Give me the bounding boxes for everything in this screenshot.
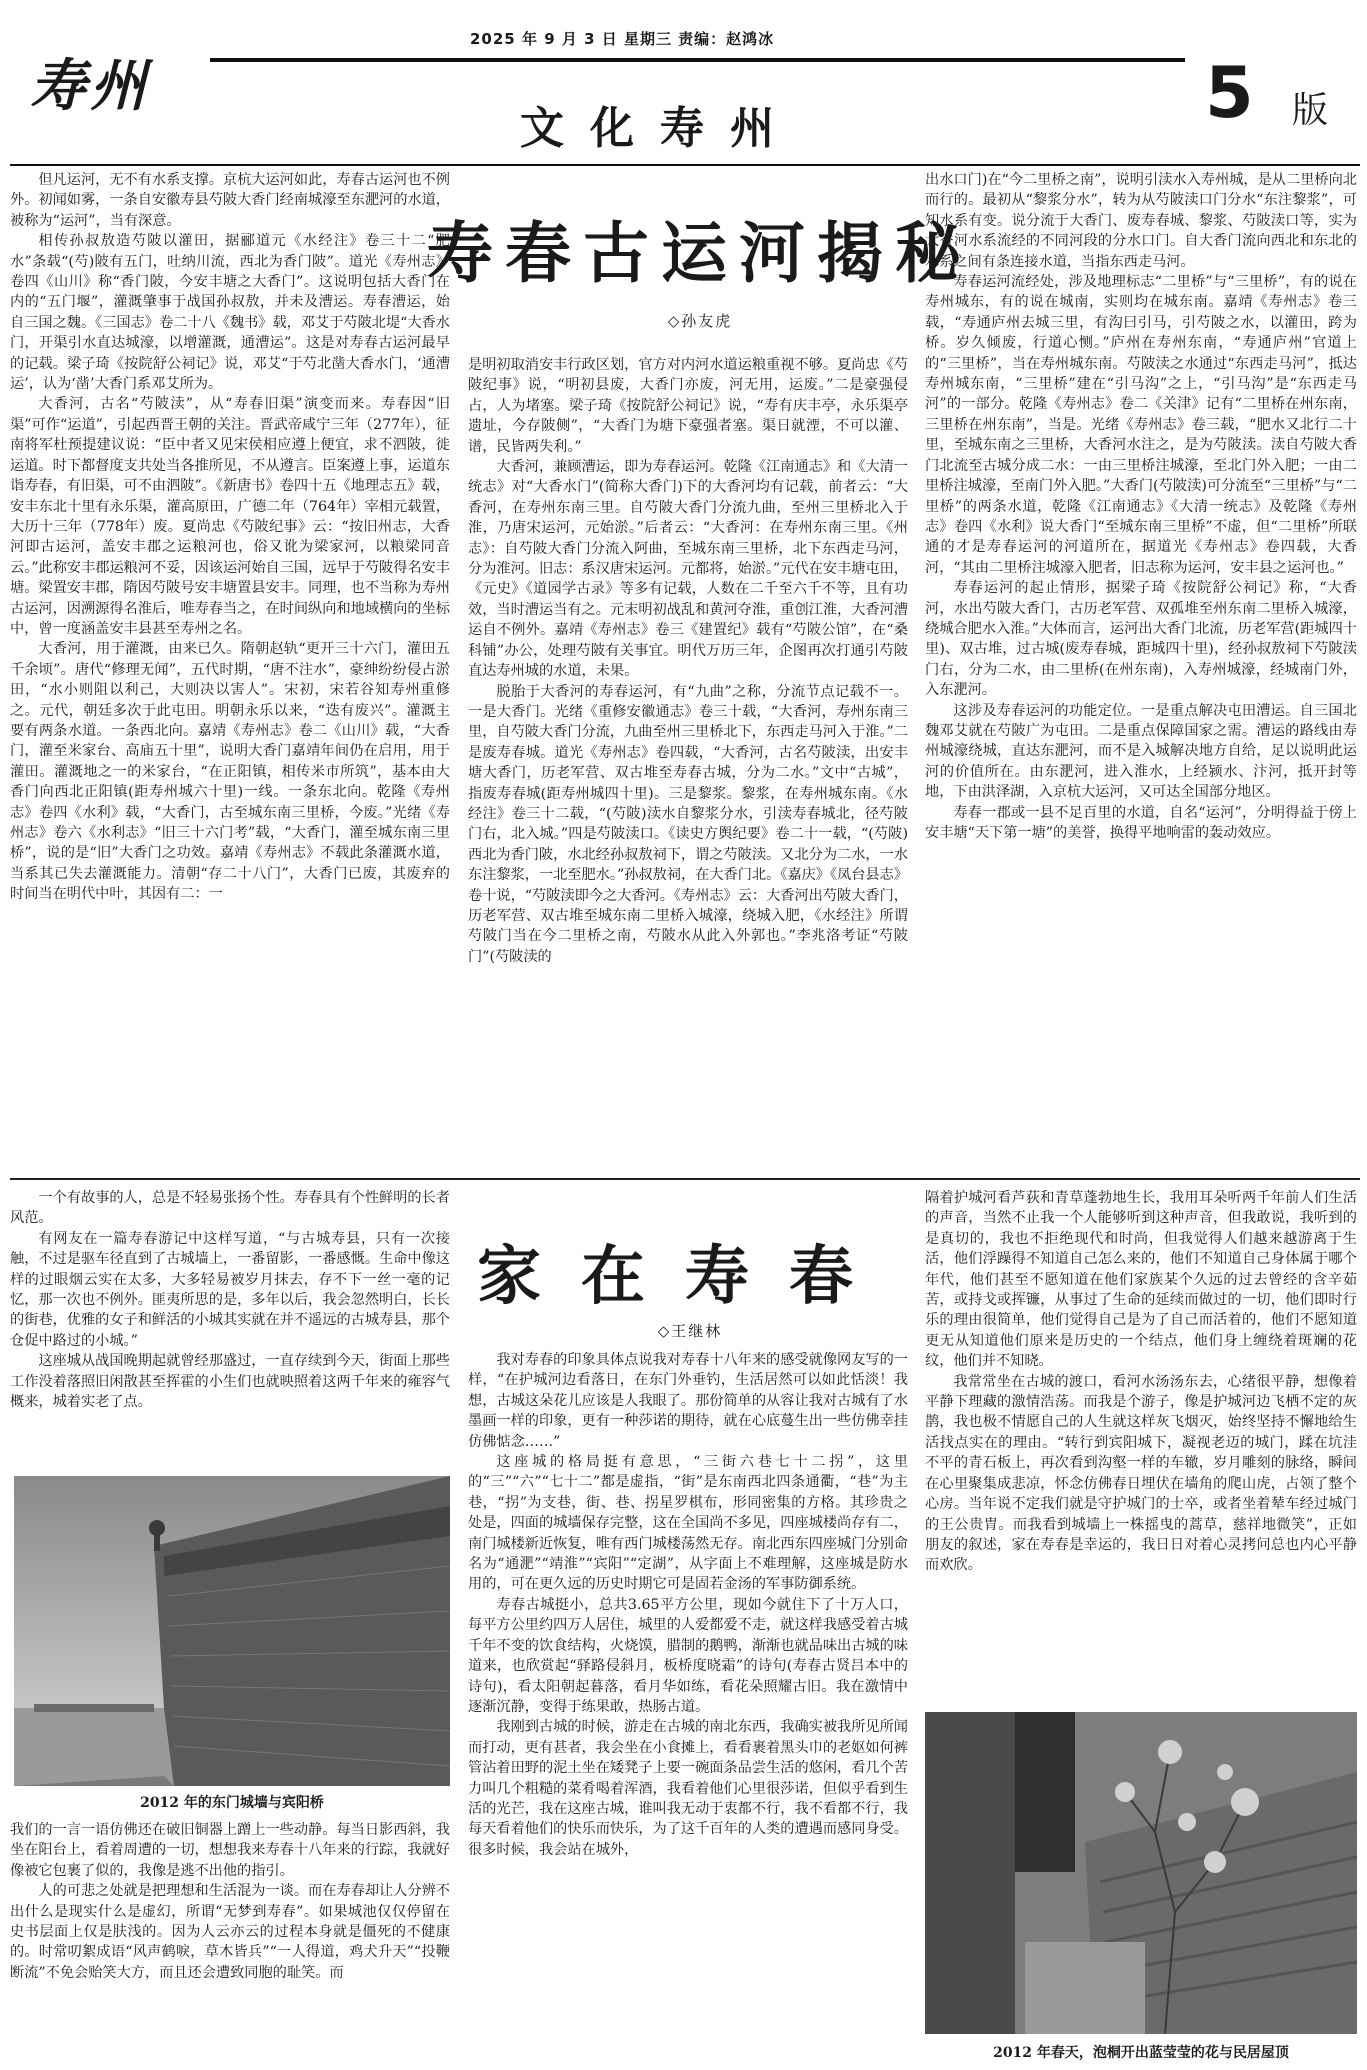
article1-byline: ◇孙友虎 xyxy=(667,312,733,330)
article1-column-1 xyxy=(10,170,450,1170)
newspaper-logo: 寿州 xyxy=(30,53,150,119)
article1-column-2 xyxy=(468,355,908,1170)
article-divider xyxy=(10,1178,1360,1180)
article2-column-1-top xyxy=(10,1188,450,1468)
paragraph: 我刚到古城的时候，游走在古城的南北东西，我确实被我所见所闻而打动，更有甚者，我会坐在小食摊上，看看裹着黑头巾的老妪如何裤管沾着田野的泥土坐在矮凳子上要一碗面条品尝生活的悠闲，看几个苦力叫几个粗糙的菜肴喝着浑酒，我看着他们心里很莎诺，但似乎看到生活的光芒，我在这座古城，谁叫我无动于衷都不行，我不看都不行，我每天看着他们的快乐而快乐，为了这千百年的人类的遭遇而感同身受。很多时候，我会站在城外， xyxy=(468,1719,908,1858)
issue-date-editor: 2025 年 9 月 3 日 星期三 责编：赵鸿冰 xyxy=(470,30,775,48)
page-number: 5 xyxy=(1205,52,1254,134)
article2-title: 家在寿春 xyxy=(477,1239,893,1314)
paragraph: 隔着护城河看芦荻和青草蓬勃地生长，我用耳朵听两千年前人们生活的声音，当然不止我一个人能够听到这种声音，但我敢说，我听到的是真切的，我也不拒绝现代和时尚，但我觉得人们越来越游离于生活，他们浮躁得不知道自己怎么来的，他们不知道自己身体属于哪个年代，他们甚至不愿知道在他们家族某个久远的过去曾经的含辛茹苦，或持戈或挥镰，从事过了生命的延续而做过的一切，他们即时行乐的理由很简单，他们觉得自己是为了自己而活着的，他们不愿知道更无从知道他们原来是历史的一个结点，他们身上缠绕着斑斓的花纹，他们并不知晓。 xyxy=(925,1190,1357,1370)
paragraph: 大香河，兼顾漕运，即为寿春运河。乾隆《江南通志》和《大清一统志》对“大香水门”(简称大香门)下的大香河均有记载，前者云：“大香河，在寿州东南三里。自芍陂大香门分流九曲，至州三里桥北入于淮，乃唐宋运河，元始淤。”后者云：“大香河：在寿州东南三里。《州志》：自芍陂大香门分流入阿曲，至城东南三里桥，北下东西走马河，分为淮河。旧志：系汉唐宋运河。元都将，始淤。”元代在安丰塘屯田，《元史》《道园学古录》等多有记载，人数在二千至六千不等，且有功效，当时漕运当有之。元末明初战乱和黄河夺淮，重创江淮，大香河漕运自不例外。嘉靖《寿州志》卷三《建置纪》载有“芍陂公馆”，在“桑科铺”办公，处理芍陂有关事宜。明代万历三年，企图再次打通引芍陂直达寿州城的水道，未果。 xyxy=(468,459,908,680)
paragraph: 大香河，用于灌溉，由来已久。隋朝赵轨“更开三十六门，灌田五千余顷”。唐代“修理无闻”，五代时期，“唐不注水”，豪绅纷纷侵占淤田，“水小则阻以利己，大则决以害人”。宋初，宋若谷知寿州重修之。元代，朝廷多次于此屯田。明朝永乐以来，“迭有废兴”。灌溉主要有两条水道。一条西北向。嘉靖《寿州志》卷二《山川》载，“大香门，灌至米家台、高庙五十里”，说明大香门嘉靖年间仍在启用，用于灌田。灌溉地之一的米家台，“在正阳镇，相传米市所筑”，基本由大香门向西北正阳镇(距寿州城六十里)一线。一条东北向。乾隆《寿州志》卷四《水利》载，“大香门，古至城东南三里桥，今废。”光绪《寿州志》卷六《水利志》“旧三十六门考”载，“大香门，灌至城东南三里桥”，说的是“旧”大香门之功效。嘉靖《寿州志》不载此条灌溉水道，当系其已失去灌溉能力。清朝“存二十八门”，大香门已废，其废弃的时间当在明代中叶，其因有二：一 xyxy=(10,641,450,903)
article2-column-1-bottom xyxy=(10,1820,450,2065)
paragraph: 寿春一郡或一县不足百里的水道，自名“运河”，分明得益于傍上安丰塘“天下第一塘”的美誉，换得平地响雷的轰动效应。 xyxy=(925,804,1357,841)
paragraph: 寿春运河的起止情形，据梁子琦《按院舒公祠记》称，“大香河，水出芍陂大香门，古历老军营、双孤堆至州东南二里桥入城濠，绕城合肥水入淮。”大体而言，运河出大香门北流，历老军营(距城四十里)、双古堆，过古城(废寿春城，距城四十里)，经孙叔敖祠下芍陂渎门右，分为二水，由二里桥(在州东南)，入寿州城濠，经城南门外，入东淝河。 xyxy=(925,580,1357,699)
photo1-caption: 2012 年的东门城墙与宾阳桥 xyxy=(140,1795,324,1811)
paragraph: 人的可悲之处就是把理想和生活混为一谈。而在寿春却让人分辨不出什么是现实什么是虚幻，所谓“无梦到寿春”。如果城池仅仅停留在史书层面上仅是肤浅的。因为人云亦云的过程本身就是僵死的不健康的。时常叨絮成语“风声鹤唳，草木皆兵”“一人得道，鸡犬升天”“投鞭断流”不免会贻笑大方，而且还会遭致同胞的耻笑。而 xyxy=(10,1883,450,1981)
paragraph: 一个有故事的人，总是不轻易张扬个性。寿春具有个性鲜明的长者风范。 xyxy=(10,1190,450,1227)
paragraph: 寿春运河流经处，涉及地理标志“二里桥”与“三里桥”，有的说在寿州城东，有的说在城南，实则均在城东南。嘉靖《寿州志》卷三载，“寿通庐州去城三里，有沟曰引马，引芍陂之水，以灌田，跨为桥。岁久倾废，行道心恻。”庐州在寿州东南，“寿通庐州”官道上的“三里桥”，当在寿州城东南。芍陂渎之水通过“东西走马河”，抵达寿州城东南，“三里桥”建在“引马沟”之上，“引马沟”是“东西走马河”的一部分。乾隆《寿州志》卷二《关津》记有“二里桥在州东南，三里桥在州东南”，当是。光绪《寿州志》卷三载，“肥水又北行二十里，至城东南之三里桥，大香河水注之，是为芍陂渎。渎自芍陂大香门北流至古城分成二水：一由三里桥注城濠，至北门外入肥；一由二里桥注城濠，至南门外入肥。”大香门(芍陂渎)可分流至“三里桥”与“二里桥”的两条水道，乾隆《江南通志》《大清一统志》及乾隆《寿州志》卷四《水利》说大香门“至城东南三里桥”不虚，但“二里桥”所联通的才是寿春运河的河道所在，据道光《寿州志》卷四载，大香河，“其由二里桥注城濠入肥者，旧志称为运河，安丰县之运河也。” xyxy=(925,274,1357,576)
paragraph: 这座城从战国晚期起就曾经那盛过，一直存续到今天，街面上那些工作没着落照旧闲散甚至挥霍的小生们也就映照着这两千年来的雍容气概来，城着实老了点。 xyxy=(10,1353,450,1411)
city-wall-photo xyxy=(14,1476,450,1786)
photo2-caption: 2012 年春天，泡桐开出蓝莹莹的花与民居屋顶 xyxy=(993,2045,1289,2061)
section-title: 文化寿州 xyxy=(520,103,800,154)
paragraph: 相传孙叔敖造芍陂以灌田，据郦道元《水经注》卷三十二“肥水”条载“(芍)陂有五门，吐纳川流，西北为香门陂”。道光《寿州志》卷四《山川》称“香门陂，今安丰塘之大香门”。这说明包括大香门在内的“五门堰”，灌溉肇事于战国孙叔敖，并未及漕运。寿春漕运，始自三国之魏。《三国志》卷二十八《魏书》载，邓艾于芍陂北堤“大香水门，开渠引水直达城濠，以增灌溉，通漕运”。这是对寿春古运河最早的记载。梁子琦《按院舒公祠记》说，邓艾“于芍北凿大香水门，‘通漕运’，认为‘凿’大香门系邓艾所为。 xyxy=(10,233,450,393)
paragraph: 这涉及寿春运河的功能定位。一是重点解决屯田漕运。自三国北魏邓艾就在芍陂广为屯田。二是重点保障国家之需。漕运的路线由寿州城濠绕城，直达东淝河，而不是入城解决地方自给，足以说明此运河的价值所在。由东淝河，进入淮水，上经颍水、汴河，抵开封等地，下由洪泽湖，入京杭大运河，又可达全国部分地区。 xyxy=(925,702,1357,801)
article2-column-2 xyxy=(468,1350,908,2065)
article2-byline: ◇王继林 xyxy=(657,1322,723,1340)
article1-title: 寿春古运河揭秘 xyxy=(427,214,973,292)
paragraph: 我常常坐在古城的渡口，看河水汤汤东去，心绪很平静，想像着平静下理藏的激情浩荡。而我是个游子，像是护城河边飞栖不定的灰鹊，我也极不情愿自己的人生就这样灰飞烟灭，始终坚持不懈地给生活找点实在的理由。“转行到宾阳城下，凝视老迈的城门，蹂在坑洼不平的青石板上，再次看到沟壑一样的车辙，岁月雕刻的脉络，瞬间在心里聚集成悲凉，怀念仿佛春日埋伏在墙角的爬山虎，占领了整个心房。当年说不定我们就是守护城门的士卒，或者坐着辇车经过城门的王公贵胄。而我看到城墙上一株摇曳的蒿草，慈祥地微笑”，正如朋友的叙述，家在寿春是幸运的，我日日对着心灵拷问总也内心平静而欢欣。 xyxy=(925,1373,1357,1574)
paragraph: 寿春古城挺小，总共3.65平方公里，现如今就住下了十万人口，每平方公里约四万人居住，城里的人爱都爱不走，就这样我感受着古城千年不变的饮食结构，火烧馍，腊制的鹅鸭，渐渐也就品味出古城的味道来，也欣赏起“驿路侵斜月，板桥度晓霜”的诗句(寿春古贤吕本中的诗句)，看太阳朝起暮落，看月华如练，看花朵照耀古旧。我在激情中逐渐沉静，变得于练果敢，热肠古道。 xyxy=(468,1596,908,1715)
paragraph: 大香河，古名“芍陂渎”，从“寿春旧渠”演变而来。寿春因“旧渠”可作“运道”，引起西晋王朝的关注。晋武帝咸宁三年（277年），征南将军杜预提建议说：“臣中者又见宋侯相应遵上便宜，求不泗陂，徙运道。时下都督度支共处当各推所见，不从遵言。臣案遵上事，运道东诣寿春，有旧渠，可不由泗陂”。《新唐书》卷四十五《地理志五》载，安丰东北十里有永乐渠，灌高原田，广德二年（764年）宰相元载置，大历十三年（778年）废。夏尚忠《芍陂纪事》云：“按旧州志，大香河即古运河，盖安丰郡之运粮河也，俗又讹为梁家河，以粮梁同音云。”此称安丰郡运粮河不妥，因该运河始自三国，远早于芍陂得名安丰塘。梁置安丰郡，隋因芍陂号安丰塘置县安丰。同理，也不当称为寿州古运河，因溯源得名淮后，唯寿春当之，在时间纵向和地域横向的坐标中，曾一度涵盖安丰县甚至寿州之名。 xyxy=(10,396,450,637)
paragraph: 脱胎于大香河的寿春运河，有“九曲”之称，分流节点记载不一。一是大香门。光绪《重修安徽通志》卷三十载，“大香河，寿州东南三里，自芍陂大香门分流，九曲至州三里桥北下，东西走马河入于淮。”二是废寿春城。道光《寿州志》卷四载，“大香河，古名芍陂渎，出安丰塘大香门，历老军营、双古堆至寿春古城，分为二水。”文中“古城”，指废寿春城(距寿州城四十里)。三是黎浆。黎浆，在寿州城东南。《水经注》卷三十二载，“(芍陂)渎水自黎浆分水，引渎寿春城北，径芍陂门右，北入城。”四是芍陂渎口。《读史方舆纪要》卷二十一载，“(芍陂)西北为香门陂，水北经孙叔敖祠下，谓之芍陂渎。又北分为二水，一水东注黎浆，一北至肥水。”孙叔敖祠，在大香门北。《嘉庆》《凤台县志》卷十说，“芍陂渎即今之大香河。《寿州志》云：大香河出芍陂大香门，历老军营、双古堆至城东南二里桥入城濠，绕城入肥，《水经注》所谓芍陂门当在今二里桥之南，芍陂水从此入外郭也。”李兆洛考证“芍陂门”(芍陂渎的 xyxy=(468,683,908,965)
masthead-rule xyxy=(210,58,1185,62)
paragraph: 但凡运河，无不有水系支撑。京杭大运河如此，寿春古运河也不例外。初闻如雾，一条自安徽寿县芍陂大香门经南城濠至东淝河的水道，被称为“运河”，当有深意。 xyxy=(10,172,450,229)
paragraph: 有网友在一篇寿春游记中这样写道，“与古城寿县，只有一次接触，不过是驱车径直到了古城墙上，一番留影，一番感慨。生命中像这样的过眼烟云实在太多，大多轻易被岁月抹去，存不下一丝一毫的记忆，那一次也不例外。匪夷所思的是，多年以后，我会忽然明白，长长的街巷，优雅的女子和鲜活的小城其实就在并不遥远的古城寿县，那个仓促中路过的小城。” xyxy=(10,1230,450,1349)
page-suffix: 版 xyxy=(1292,90,1329,131)
paragraph: 我对寿春的印象具体点说我对寿春十八年来的感受就像网友写的一样，“在护城河边看落日，在东门外垂钓，生活居然可以如此恬淡！我想，古城这朵花儿应该是人我眼了。那份简单的从容让我对古城有了水墨画一样的印象，更有一种莎诺的期待，就在心底蔓生出一些仿佛幸挂仿佛惦念……” xyxy=(468,1352,908,1450)
article1-column-3 xyxy=(925,170,1357,1170)
paragraph: 这座城的格局挺有意思，“三街六巷七十二拐”，这里的“三”“六”“七十二”都是虚指，“街”是东南西北四条通衢，“巷”为主巷，“拐”为支巷，街、巷、拐星罗棋布，形同密集的方格。其珍贵之处是，四面的城墙保存完整，这在全国尚不多见，四座城楼尚存有二，南门城楼新近恢复，唯有西门城楼荡然无存。南北西东四座城门分别命名为“通淝”“靖淮”“宾阳”“定湖”，从字面上不难理解，这座城是防水用的，可在更久远的历史时期它可是固若金汤的军事防御系统。 xyxy=(468,1454,908,1593)
article2-column-3 xyxy=(925,1188,1357,1703)
paulownia-roof-photo xyxy=(925,1712,1357,2034)
paragraph: 是明初取消安丰行政区划，官方对内河水道运粮重视不够。夏尚忠《芍陂纪事》说，“明初县废，大香门亦废，河无用，运废。”二是豪强侵占，人为堵塞。梁子琦《按院舒公祠记》说，“寿有庆丰亭，永乐渠亭遗址，今存陂侧”，“大香门为塘下豪强者塞。渠日就湮，不可以灌、谱，民皆两失利。” xyxy=(468,357,908,455)
paragraph: 我们的一言一语仿佛还在破旧铜器上蹭上一些动静。每当日影西斜，我坐在阳台上，看着周遭的一切，想想我来寿春十八年来的行踪，我就好像被它包裹了似的，我像是逃不出他的指引。 xyxy=(10,1822,450,1879)
masthead-bottom-rule xyxy=(10,164,1360,166)
paragraph: 出水口门)在“今二里桥之南”，说明引渎水入寿州城，是从二里桥向北而行的。最初从“黎浆分水”，转为从芍陂渎口门分水“东注黎浆”，可知水系有变。说分流于大香门、废寿春城、黎浆、芍陂渎口等，实为大香河水系流经的不同河段的分水口门。自大香门流向西北和东北的水系之间有条连接水道，当指东西走马河。 xyxy=(925,172,1357,270)
